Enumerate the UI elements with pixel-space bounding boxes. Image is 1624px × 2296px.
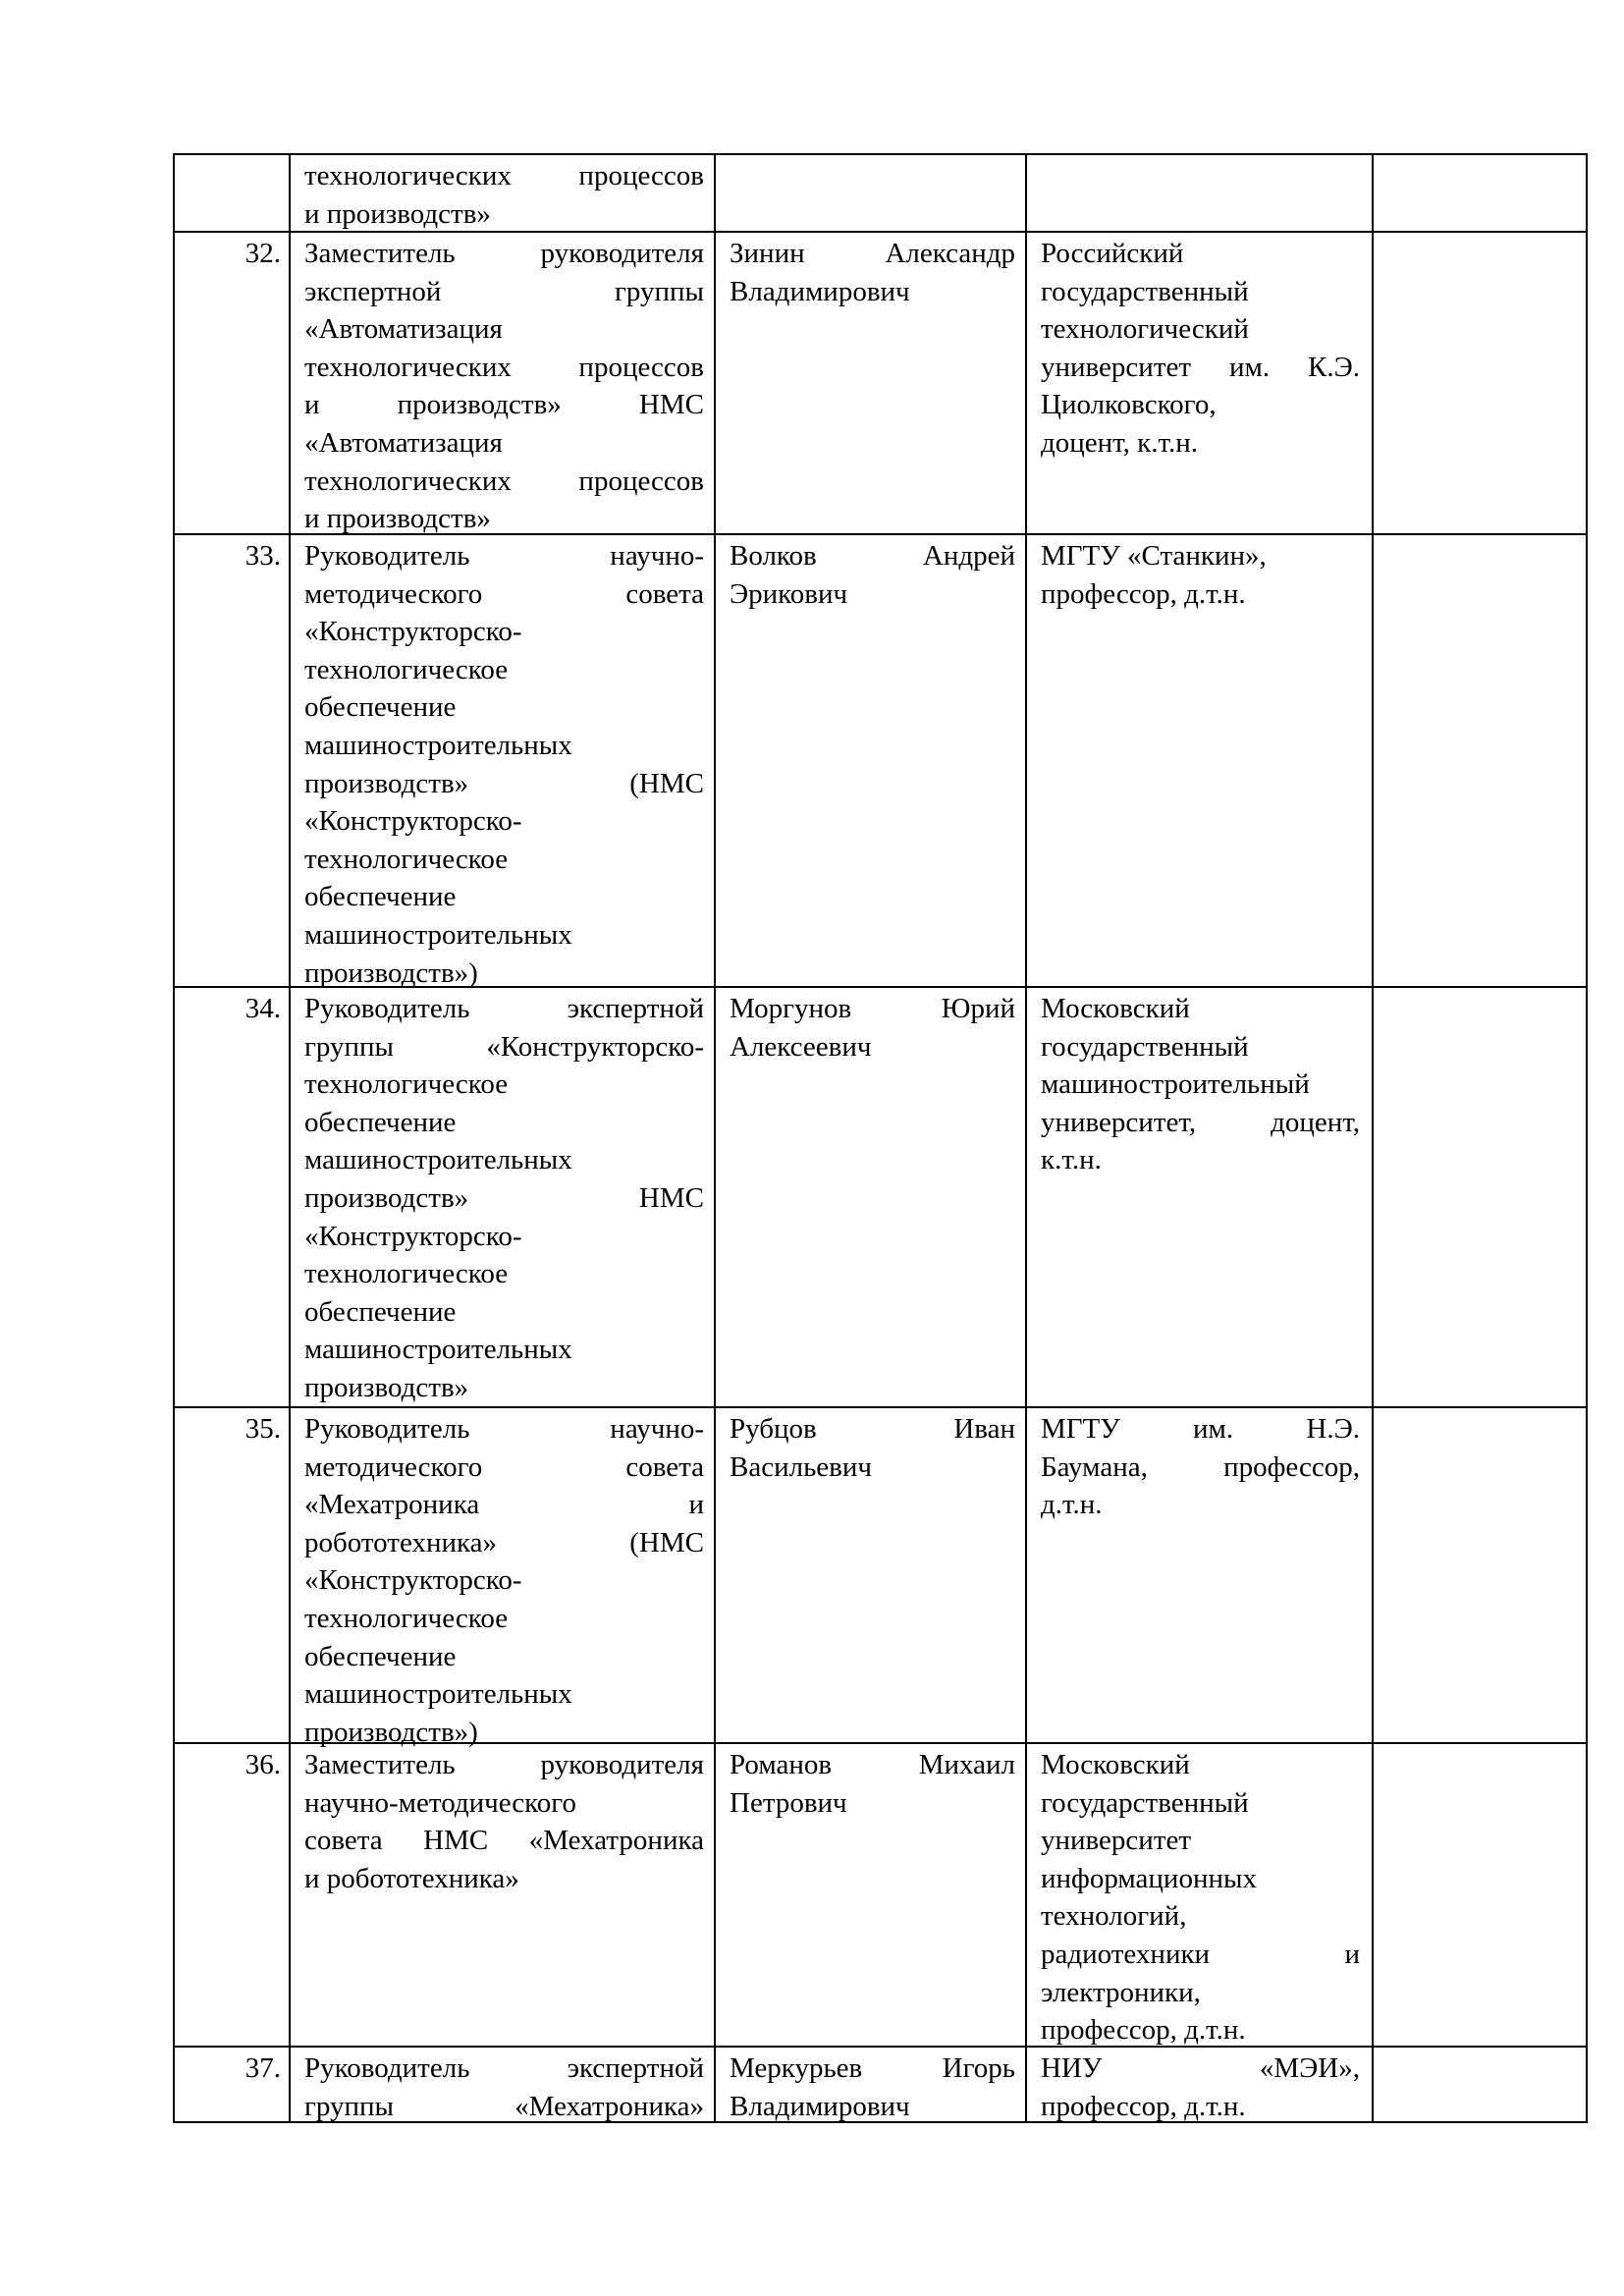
organization-cell <box>1041 1408 1360 1742</box>
position-cell <box>304 988 704 1406</box>
cell-text-line: Владимирович <box>730 2090 910 2122</box>
cell-text-line: профессор, д.т.н. <box>1041 2014 1246 2047</box>
cell-text-line: обеспечение <box>304 691 457 724</box>
cell-text-line: технологических процессов <box>304 160 704 191</box>
remarks-cell <box>1387 535 1574 986</box>
person-name-cell <box>730 1408 1015 1742</box>
cell-text-line: Меркурьев Игорь <box>730 2052 1015 2084</box>
cell-text-line: производств» <box>304 1371 469 1403</box>
cell-text-line: университет, доцент, <box>1041 1106 1360 1138</box>
cell-text-line: государственный <box>1041 275 1249 307</box>
table-column-border <box>714 153 716 2123</box>
position-cell <box>304 1408 704 1748</box>
row-number <box>175 1744 281 2046</box>
row-number <box>175 155 281 231</box>
cell-text-line: «Автоматизация <box>304 313 503 346</box>
cell-text-line: Романов Михаил <box>730 1749 1015 1780</box>
cell-text-line: технологий, <box>1041 1900 1187 1933</box>
cell-text-line: методического совета <box>304 577 704 610</box>
position-cell <box>304 155 704 231</box>
cell-text-line: обеспечение <box>304 1295 457 1328</box>
cell-text-line: университет им. К.Э. <box>1041 351 1360 383</box>
row-number <box>175 233 281 533</box>
cell-text-line: робототехника» (НМС <box>304 1526 704 1558</box>
cell-text-line: НИУ «МЭИ», <box>1041 2052 1360 2084</box>
cell-text-line: и производств» <box>304 197 491 230</box>
cell-text-line: методического совета <box>304 1450 704 1483</box>
cell-text-line: обеспечение <box>304 1640 457 1672</box>
cell-text-line: д.т.н. <box>1041 1489 1103 1521</box>
table-column-border <box>289 153 291 2123</box>
cell-text-line: совета НМС «Мехатроника <box>304 1825 704 1857</box>
cell-text-line: Петрович <box>730 1786 847 1819</box>
row-number-text: 35. <box>244 1413 281 1445</box>
cell-text-line: профессор, д.т.н. <box>1041 2090 1246 2122</box>
cell-text-line: Алексеевич <box>730 1030 872 1063</box>
members-table <box>174 154 1587 2122</box>
person-name-cell <box>730 233 1015 533</box>
cell-text-line: профессор, д.т.н. <box>1041 577 1246 610</box>
cell-text-line: машиностроительных <box>304 729 572 761</box>
cell-text-line: «Автоматизация <box>304 426 503 459</box>
cell-text-line: университет <box>1041 1825 1192 1857</box>
cell-text-line: и робототехника» <box>304 1862 519 1894</box>
organization-cell <box>1041 535 1360 986</box>
row-number-text: 36. <box>244 1749 281 1780</box>
cell-text-line: Моргунов Юрий <box>730 993 1015 1024</box>
remarks-cell <box>1387 155 1574 231</box>
row-number-text: 33. <box>244 540 281 572</box>
cell-text-line: машиностроительных <box>304 918 572 951</box>
cell-text-line: производств») <box>304 957 478 989</box>
remarks-cell <box>1387 2048 1574 2121</box>
position-cell <box>304 233 704 533</box>
cell-text-line: Васильевич <box>730 1450 872 1483</box>
cell-text-line: «Конструкторско- <box>304 1220 522 1252</box>
remarks-cell <box>1387 988 1574 1406</box>
position-cell <box>304 1744 704 2046</box>
table-column-border <box>1586 153 1588 2123</box>
cell-text-line: экспертной группы <box>304 275 704 307</box>
cell-text-line: Заместитель руководителя <box>304 1749 704 1780</box>
remarks-cell <box>1387 233 1574 533</box>
cell-text-line: Руководитель экспертной <box>304 2052 704 2084</box>
organization-cell <box>1041 233 1360 533</box>
cell-text-line: группы «Мехатроника» <box>304 2090 704 2122</box>
row-number-text: 37. <box>244 2052 281 2084</box>
row-number-text: 32. <box>244 238 281 269</box>
cell-text-line: технологических процессов <box>304 465 704 497</box>
table-column-border <box>1372 153 1374 2123</box>
cell-text-line: «Конструкторско- <box>304 616 522 648</box>
cell-text-line: машиностроительных <box>304 1144 572 1176</box>
cell-text-line: технологический <box>1041 313 1249 346</box>
cell-text-line: технологическое <box>304 843 509 875</box>
organization-cell <box>1041 988 1360 1406</box>
cell-text-line: технологическое <box>304 653 509 685</box>
person-name-cell <box>730 535 1015 986</box>
cell-text-line: МГТУ им. Н.Э. <box>1041 1413 1360 1445</box>
cell-text-line: технологическое <box>304 1258 509 1290</box>
cell-text-line: радиотехники и <box>1041 1938 1360 1970</box>
cell-text-line: государственный <box>1041 1030 1249 1063</box>
organization-cell <box>1041 155 1360 231</box>
organization-cell <box>1041 1744 1360 2046</box>
remarks-cell <box>1387 1408 1574 1742</box>
cell-text-line: машиностроительных <box>304 1678 572 1711</box>
row-number <box>175 2048 281 2121</box>
row-number-text: 34. <box>244 993 281 1024</box>
cell-text-line: Эрикович <box>730 577 848 610</box>
cell-text-line: научно-методического <box>304 1786 576 1819</box>
organization-cell <box>1041 2048 1360 2121</box>
cell-text-line: Руководитель экспертной <box>304 993 704 1024</box>
cell-text-line: группы «Конструкторско- <box>304 1030 704 1063</box>
cell-text-line: «Конструкторско- <box>304 1564 522 1597</box>
cell-text-line: Владимирович <box>730 275 910 307</box>
cell-text-line: производств» НМС <box>304 1181 704 1214</box>
cell-text-line: производств» (НМС <box>304 767 704 799</box>
cell-text-line: Российский <box>1041 238 1184 269</box>
cell-text-line: обеспечение <box>304 881 457 913</box>
person-name-cell <box>730 2048 1015 2121</box>
cell-text-line: Руководитель научно- <box>304 540 704 572</box>
cell-text-line: и производств» НМС <box>304 389 704 421</box>
cell-text-line: Московский <box>1041 993 1190 1024</box>
row-number <box>175 535 281 986</box>
person-name-cell <box>730 1744 1015 2046</box>
cell-text-line: технологических процессов <box>304 351 704 383</box>
cell-text-line: Циолковского, <box>1041 389 1217 421</box>
row-number <box>175 1408 281 1742</box>
cell-text-line: обеспечение <box>304 1106 457 1138</box>
cell-text-line: электроники, <box>1041 1976 1201 2008</box>
person-name-cell <box>730 988 1015 1406</box>
cell-text-line: машиностроительный <box>1041 1068 1310 1101</box>
row-number <box>175 988 281 1406</box>
cell-text-line: машиностроительных <box>304 1334 572 1366</box>
cell-text-line: государственный <box>1041 1786 1249 1819</box>
cell-text-line: информационных <box>1041 1862 1257 1894</box>
cell-text-line: «Мехатроника и <box>304 1489 704 1521</box>
remarks-cell <box>1387 1744 1574 2046</box>
cell-text-line: доцент, к.т.н. <box>1041 426 1199 459</box>
cell-text-line: технологическое <box>304 1602 509 1634</box>
cell-text-line: МГТУ «Станкин», <box>1041 540 1267 572</box>
cell-text-line: Заместитель руководителя <box>304 238 704 269</box>
cell-text-line: Волков Андрей <box>730 540 1015 572</box>
cell-text-line: и производств» <box>304 503 491 535</box>
cell-text-line: производств») <box>304 1716 478 1748</box>
cell-text-line: Руководитель научно- <box>304 1413 704 1445</box>
cell-text-line: Зинин Александр <box>730 238 1015 269</box>
table-column-border <box>1025 153 1027 2123</box>
cell-text-line: Московский <box>1041 1749 1190 1780</box>
person-name-cell <box>730 155 1015 231</box>
cell-text-line: Рубцов Иван <box>730 1413 1015 1445</box>
position-cell <box>304 2048 704 2121</box>
cell-text-line: «Конструкторско- <box>304 805 522 838</box>
cell-text-line: Баумана, профессор, <box>1041 1450 1360 1483</box>
cell-text-line: к.т.н. <box>1041 1144 1102 1176</box>
position-cell <box>304 535 704 989</box>
cell-text-line: технологическое <box>304 1068 509 1101</box>
